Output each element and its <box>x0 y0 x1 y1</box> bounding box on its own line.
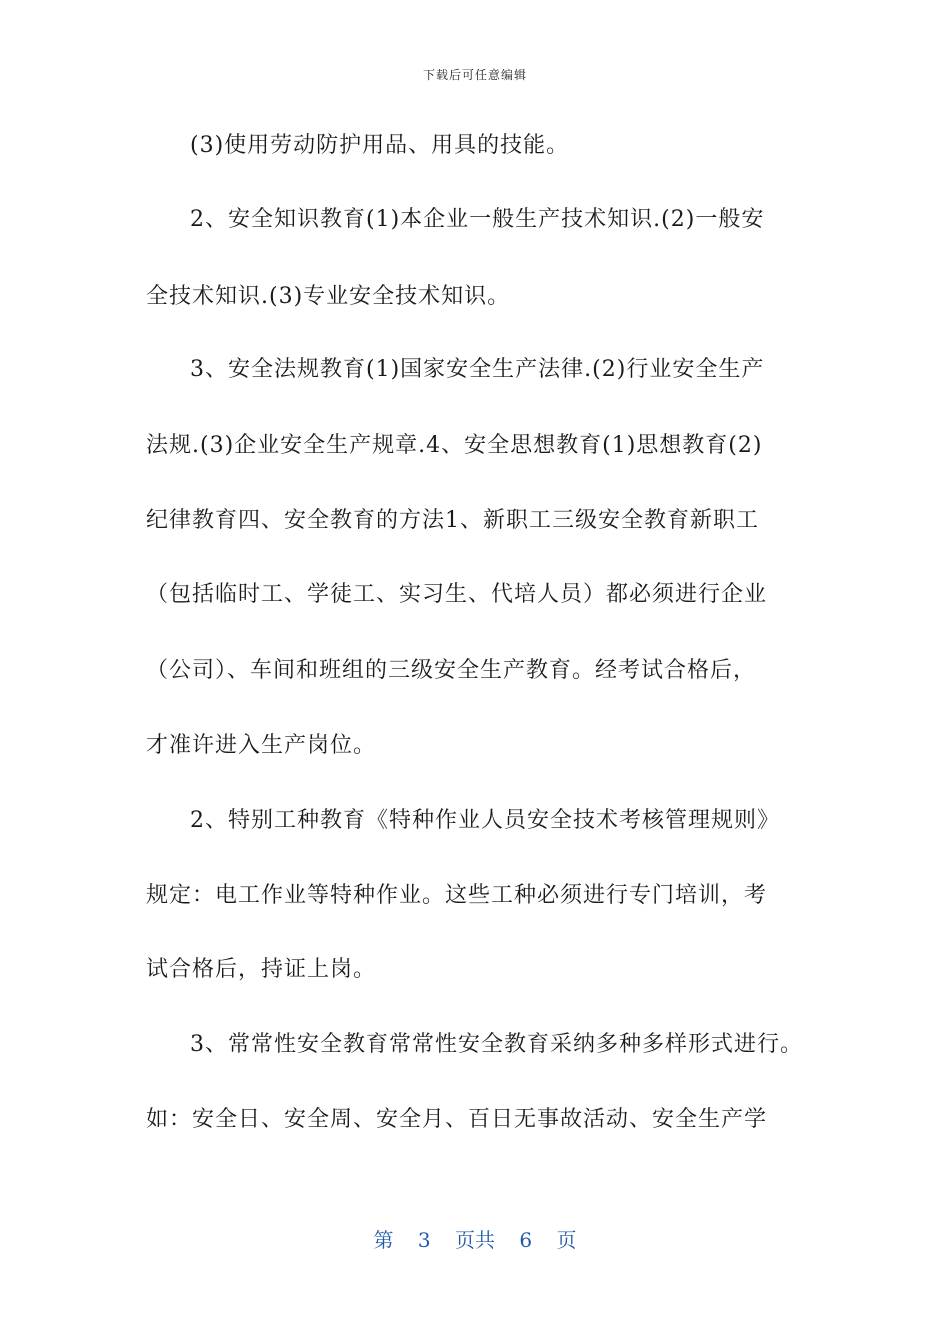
body-line-10: 2、特别工种教育《特种作业人员安全技术考核管理规则》 <box>190 808 780 833</box>
footer-suffix: 页 <box>556 1228 577 1252</box>
page-header: 下载后可任意编辑 <box>422 68 527 82</box>
body-line-5: 法规.(3)企业安全生产规章.4、安全思想教育(1)思想教育(2) <box>146 433 763 458</box>
body-line-7: （包括临时工、学徒工、实习生、代培人员）都必须进行企业 <box>146 582 768 607</box>
body-line-13: 3、常常性安全教育常常性安全教育采纳多种多样形式进行。 <box>190 1032 803 1057</box>
footer-middle: 页共 <box>455 1228 495 1252</box>
body-line-8: （公司）、车间和班组的三级安全生产教育。经考试合格后， <box>146 658 757 683</box>
body-line-14: 如：安全日、安全周、安全月、百日无事故活动、安全生产学 <box>146 1107 768 1132</box>
body-line-11: 规定：电工作业等特种作业。这些工种必须进行专门培训，考 <box>146 883 768 908</box>
body-line-4: 3、安全法规教育(1)国家安全生产法律.(2)行业安全生产 <box>190 357 765 382</box>
body-line-1: (3)使用劳动防护用品、用具的技能。 <box>190 133 570 158</box>
body-line-2: 2、安全知识教育(1)本企业一般生产技术知识.(2)一般安 <box>190 207 765 232</box>
footer-total-pages: 6 <box>519 1228 533 1252</box>
footer-page-number: 3 <box>417 1228 431 1252</box>
footer-prefix: 第 <box>373 1228 394 1252</box>
body-line-12: 试合格后，持证上岗。 <box>146 957 377 982</box>
body-line-3: 全技术知识.(3)专业安全技术知识。 <box>146 284 511 309</box>
body-line-9: 才准许进入生产岗位。 <box>146 733 377 758</box>
body-line-6: 纪律教育四、安全教育的方法1、新职工三级安全教育新职工 <box>146 508 759 533</box>
page-footer <box>0 1224 950 1253</box>
